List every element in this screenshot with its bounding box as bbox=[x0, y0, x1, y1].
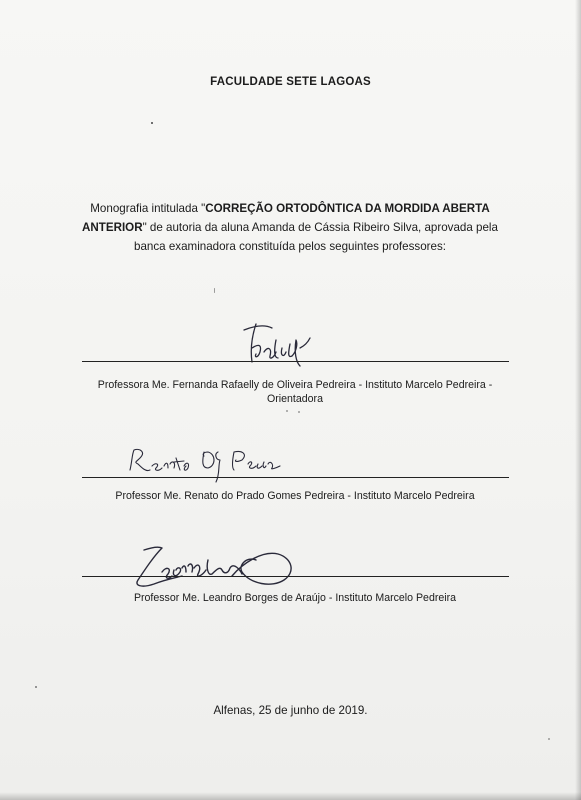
signatory-3-line1: Professor Me. Leandro Borges de Araújo - Instituto Marcelo Pedreira bbox=[133, 592, 457, 604]
signature-renato bbox=[124, 440, 284, 490]
scan-speck bbox=[35, 686, 37, 688]
scan-speck bbox=[298, 411, 300, 413]
statement-suffix: " de autoria da aluna Amanda de Cássia Ribeiro Silva, aprovada pela banca examinadora constituída pelos seguintes professores: bbox=[134, 221, 498, 253]
signature-line-2 bbox=[82, 477, 509, 478]
statement-prefix: Monografia intitulada " bbox=[90, 202, 206, 215]
signature-line-3 bbox=[82, 576, 509, 577]
monograph-title: CORREÇÃO ORTODÔNTICA DA MORDIDA ABERTA ANTERIOR bbox=[82, 202, 490, 234]
signatory-2-name bbox=[60, 489, 530, 503]
scan-speck bbox=[548, 738, 550, 740]
signatory-2-line1: Professor Me. Renato do Prado Gomes Pedreira - Instituto Marcelo Pedreira bbox=[115, 490, 475, 502]
place-and-date: Alfenas, 25 de junho de 2019. bbox=[213, 704, 368, 717]
scan-speck bbox=[286, 410, 288, 412]
institution-title: FACULDADE SETE LAGOAS bbox=[210, 76, 371, 88]
signatory-1-line2: Orientadora bbox=[267, 393, 323, 405]
page-shadow-bottom bbox=[0, 792, 581, 800]
signatory-1-line1: Professora Me. Fernanda Rafaelly de Oliveira Pedreira - Instituto Marcelo Pedreira - bbox=[97, 379, 493, 391]
signatory-3-name bbox=[60, 591, 530, 605]
signature-line-1 bbox=[82, 361, 509, 362]
scan-speck bbox=[151, 122, 153, 124]
scan-speck bbox=[214, 288, 215, 293]
page-shadow-right bbox=[575, 0, 581, 800]
approval-statement bbox=[70, 199, 510, 256]
signatory-1-name bbox=[60, 378, 530, 406]
